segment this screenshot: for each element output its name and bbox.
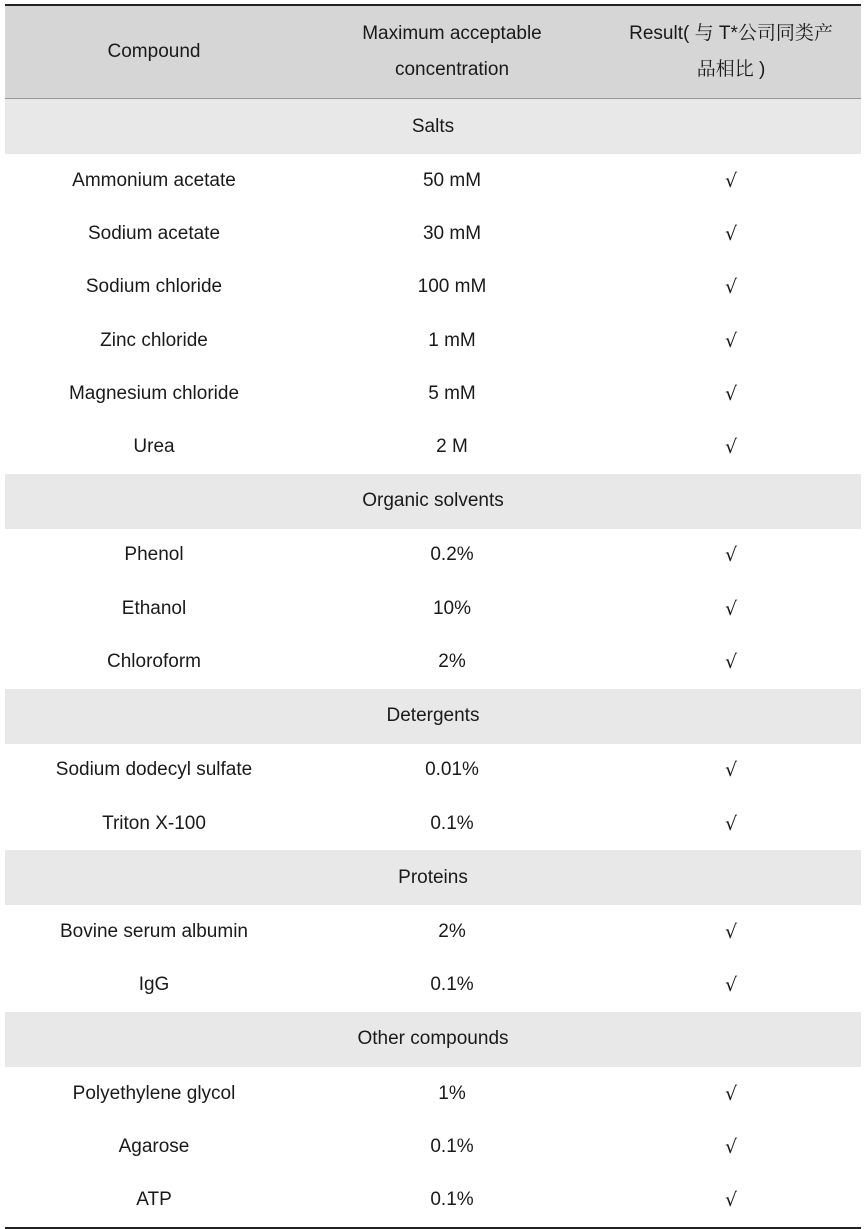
concentration-cell: 1% (438, 1082, 466, 1104)
concentration-cell: 50 mM (422, 169, 482, 191)
section-header: Other compounds (5, 1012, 861, 1067)
concentration-cell: 10% (432, 597, 472, 619)
compound-cell: Magnesium chloride (68, 382, 240, 404)
compound-cell: Agarose (118, 1135, 190, 1157)
concentration-cell: 0.2% (430, 544, 474, 566)
concentration-cell: 0.1% (430, 974, 474, 996)
compound-cell: Ethanol (121, 597, 187, 619)
table-row (5, 367, 861, 420)
result-cell: √ (724, 1189, 738, 1212)
result-cell: √ (724, 920, 738, 943)
concentration-cell: 0.1% (430, 812, 474, 834)
section-header: Salts (5, 99, 861, 154)
table-row (5, 797, 861, 850)
compound-cell: Sodium chloride (85, 276, 223, 298)
section-header: Organic solvents (5, 474, 861, 529)
concentration-cell: 1 mM (428, 329, 476, 351)
compound-cell: Polyethylene glycol (72, 1082, 236, 1104)
table-row (5, 1120, 861, 1173)
compatibility-table (5, 0, 861, 1229)
concentration-cell: 2% (438, 920, 466, 942)
compound-cell: Zinc chloride (100, 329, 208, 351)
section-header: Proteins (5, 850, 861, 905)
header-concentration (303, 16, 601, 88)
result-cell: √ (724, 436, 738, 459)
table-row (5, 905, 861, 958)
table-row (5, 420, 861, 473)
table-row (5, 314, 861, 367)
concentration-cell: 2% (438, 651, 466, 673)
concentration-cell: 0.1% (430, 1135, 474, 1157)
table-row (5, 154, 861, 207)
header-result (601, 16, 861, 88)
compound-cell: ATP (136, 1189, 172, 1211)
compound-cell: Phenol (124, 544, 184, 566)
bottom-rule (5, 1227, 861, 1229)
result-cell: √ (724, 651, 738, 674)
concentration-cell: 100 mM (417, 276, 487, 298)
compound-cell: Sodium dodecyl sulfate (55, 759, 253, 781)
result-cell: √ (724, 759, 738, 782)
compound-cell: Sodium acetate (87, 222, 221, 244)
concentration-cell: 5 mM (428, 382, 476, 404)
table-row (5, 1067, 861, 1120)
table-body (5, 99, 861, 1227)
concentration-cell: 2 M (436, 436, 468, 458)
result-cell: √ (724, 1135, 738, 1158)
compound-cell: Ammonium acetate (72, 169, 236, 191)
header-concentration-line2: concentration (394, 59, 510, 80)
result-cell: √ (724, 1082, 738, 1105)
result-cell: √ (724, 974, 738, 997)
header-result-line2: 品相比 ) (696, 59, 766, 80)
header-compound: Compound (107, 41, 201, 62)
result-cell: √ (724, 382, 738, 405)
concentration-cell: 0.01% (425, 759, 479, 781)
header-concentration-line1: Maximum acceptable (362, 23, 542, 44)
table-header (5, 6, 861, 99)
section-header: Detergents (5, 689, 861, 744)
compound-cell: Bovine serum albumin (60, 920, 248, 942)
result-cell: √ (724, 544, 738, 567)
table-row (5, 959, 861, 1012)
result-cell: √ (724, 169, 738, 192)
table-row (5, 529, 861, 582)
result-cell: √ (724, 597, 738, 620)
result-cell: √ (724, 812, 738, 835)
result-cell: √ (724, 222, 738, 245)
table-row (5, 635, 861, 688)
table-row (5, 207, 861, 260)
compound-cell: Chloroform (107, 651, 201, 673)
compound-cell: IgG (138, 974, 170, 996)
result-cell: √ (724, 276, 738, 299)
concentration-cell: 0.1% (430, 1189, 474, 1211)
table-row (5, 744, 861, 797)
header-result-line1: Result( 与 T*公司同类产 (629, 23, 833, 44)
table-row (5, 261, 861, 314)
table-row (5, 1173, 861, 1226)
compound-cell: Urea (133, 436, 175, 458)
result-cell: √ (724, 329, 738, 352)
concentration-cell: 30 mM (422, 222, 482, 244)
table-row (5, 582, 861, 635)
compound-cell: Triton X-100 (102, 812, 206, 834)
